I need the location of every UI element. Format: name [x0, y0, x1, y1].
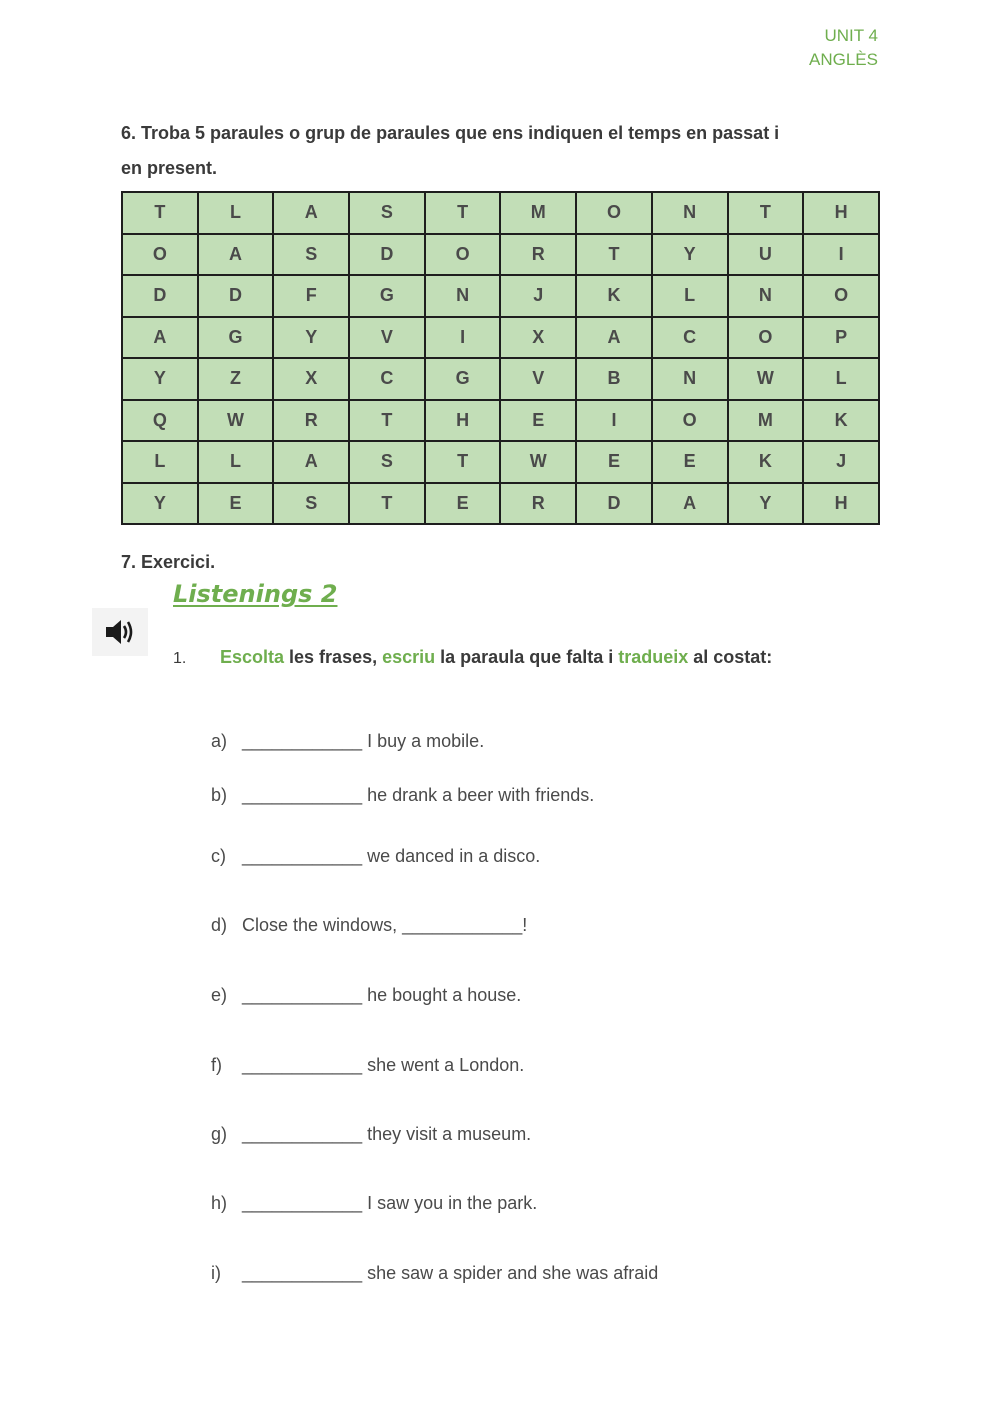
unit-label: UNIT 4: [824, 26, 878, 45]
grid-cell: Y: [728, 483, 804, 525]
grid-cell: Z: [198, 358, 274, 400]
grid-row: [122, 275, 879, 317]
item-text: ____________ she saw a spider and she was afraid: [242, 1263, 659, 1283]
item-label: g): [211, 1124, 228, 1144]
grid-cell: O: [803, 275, 879, 317]
grid-row: [122, 441, 879, 483]
item-text: ____________ I buy a mobile.: [242, 731, 485, 751]
grid-cell: W: [500, 441, 576, 483]
instruction-text-2: la paraula que falta i: [435, 647, 619, 667]
item-label: d): [211, 915, 228, 935]
grid-cell: E: [652, 441, 728, 483]
grid-cell: D: [576, 483, 652, 525]
sentence-item: [211, 731, 484, 752]
grid-cell: J: [803, 441, 879, 483]
grid-cell: D: [122, 275, 198, 317]
grid-cell: X: [273, 358, 349, 400]
sentence-item: [211, 1193, 537, 1214]
item-label: a): [211, 731, 228, 751]
grid-cell: H: [803, 192, 879, 234]
sentence-item: [211, 846, 540, 867]
keyword-escriu: escriu: [382, 647, 436, 667]
grid-cell: T: [728, 192, 804, 234]
item-text: ____________ we danced in a disco.: [242, 846, 541, 866]
item-text: ____________ he drank a beer with friends.: [242, 785, 595, 805]
item-text: Close the windows, ____________!: [242, 915, 528, 935]
exercise-6-instruction: [121, 116, 881, 186]
grid-cell: S: [349, 441, 425, 483]
grid-cell: K: [728, 441, 804, 483]
sentence-item: [211, 1055, 524, 1076]
grid-cell: F: [273, 275, 349, 317]
grid-cell: P: [803, 317, 879, 359]
sentence-item: [211, 1124, 531, 1145]
grid-cell: A: [273, 441, 349, 483]
grid-cell: Y: [122, 483, 198, 525]
grid-row: [122, 358, 879, 400]
grid-cell: N: [728, 275, 804, 317]
item-label: i): [211, 1263, 221, 1283]
grid-cell: E: [198, 483, 274, 525]
grid-cell: Q: [122, 400, 198, 442]
grid-cell: N: [652, 192, 728, 234]
grid-cell: M: [500, 192, 576, 234]
grid-cell: O: [122, 234, 198, 276]
grid-cell: C: [349, 358, 425, 400]
grid-cell: G: [425, 358, 501, 400]
grid-cell: I: [425, 317, 501, 359]
grid-cell: T: [349, 400, 425, 442]
grid-cell: A: [198, 234, 274, 276]
grid-cell: T: [576, 234, 652, 276]
grid-cell: X: [500, 317, 576, 359]
grid-cell: O: [425, 234, 501, 276]
keyword-tradueix: tradueix: [618, 647, 689, 667]
grid-cell: L: [652, 275, 728, 317]
item-label: b): [211, 785, 228, 805]
grid-cell: T: [349, 483, 425, 525]
item-label: e): [211, 985, 228, 1005]
grid-cell: V: [500, 358, 576, 400]
grid-cell: L: [198, 441, 274, 483]
sentence-item: [211, 1263, 658, 1284]
grid-cell: O: [728, 317, 804, 359]
exercise-7-title: 7. Exercici.: [121, 552, 216, 572]
grid-cell: A: [652, 483, 728, 525]
sentence-item: [211, 785, 594, 806]
grid-cell: L: [122, 441, 198, 483]
grid-cell: E: [500, 400, 576, 442]
listenings-title: Listenings 2: [173, 580, 338, 608]
grid-cell: B: [576, 358, 652, 400]
grid-cell: O: [652, 400, 728, 442]
grid-cell: I: [576, 400, 652, 442]
grid-cell: S: [349, 192, 425, 234]
instruction-number: 1.: [173, 650, 187, 667]
exercise-6-line2: en present.: [121, 158, 218, 178]
grid-cell: L: [198, 192, 274, 234]
grid-cell: S: [273, 483, 349, 525]
grid-row: [122, 483, 879, 525]
grid-cell: T: [425, 192, 501, 234]
grid-cell: M: [728, 400, 804, 442]
word-search-grid: [121, 191, 880, 525]
page-header: [809, 24, 878, 72]
grid-row: [122, 192, 879, 234]
sentence-item: [211, 915, 527, 936]
grid-cell: K: [803, 400, 879, 442]
exercise-6-line1: 6. Troba 5 paraules o grup de paraules que ens indiquen el temps en passat i: [121, 123, 780, 143]
grid-cell: W: [728, 358, 804, 400]
item-text: ____________ he bought a house.: [242, 985, 522, 1005]
grid-cell: Y: [652, 234, 728, 276]
grid-cell: R: [500, 234, 576, 276]
grid-cell: Y: [273, 317, 349, 359]
grid-cell: E: [425, 483, 501, 525]
grid-cell: J: [500, 275, 576, 317]
grid-cell: A: [273, 192, 349, 234]
grid-cell: D: [198, 275, 274, 317]
instruction-text-1: les frases,: [284, 647, 383, 667]
speaker-icon[interactable]: [92, 608, 148, 656]
grid-row: [122, 400, 879, 442]
keyword-escolta: Escolta: [220, 647, 285, 667]
grid-cell: S: [273, 234, 349, 276]
item-label: f): [211, 1055, 222, 1075]
grid-cell: K: [576, 275, 652, 317]
grid-row: [122, 317, 879, 359]
grid-cell: N: [652, 358, 728, 400]
grid-cell: A: [576, 317, 652, 359]
item-label: h): [211, 1193, 228, 1213]
grid-row: [122, 234, 879, 276]
item-text: ____________ she went a London.: [242, 1055, 525, 1075]
grid-cell: T: [425, 441, 501, 483]
grid-cell: N: [425, 275, 501, 317]
grid-cell: Y: [122, 358, 198, 400]
item-text: ____________ I saw you in the park.: [242, 1193, 538, 1213]
grid-cell: C: [652, 317, 728, 359]
grid-cell: V: [349, 317, 425, 359]
grid-cell: R: [273, 400, 349, 442]
grid-cell: A: [122, 317, 198, 359]
grid-cell: G: [349, 275, 425, 317]
grid-cell: H: [803, 483, 879, 525]
grid-cell: H: [425, 400, 501, 442]
grid-cell: T: [122, 192, 198, 234]
grid-cell: O: [576, 192, 652, 234]
grid-cell: I: [803, 234, 879, 276]
instruction-text-3: al costat:: [688, 647, 773, 667]
sentence-item: [211, 985, 521, 1006]
grid-cell: U: [728, 234, 804, 276]
grid-cell: G: [198, 317, 274, 359]
grid-cell: L: [803, 358, 879, 400]
grid-cell: D: [349, 234, 425, 276]
grid-cell: E: [576, 441, 652, 483]
item-label: c): [211, 846, 226, 866]
grid-cell: W: [198, 400, 274, 442]
item-text: ____________ they visit a museum.: [242, 1124, 532, 1144]
listening-instruction: [173, 647, 772, 668]
grid-cell: R: [500, 483, 576, 525]
subject-label: ANGLÈS: [809, 50, 878, 69]
